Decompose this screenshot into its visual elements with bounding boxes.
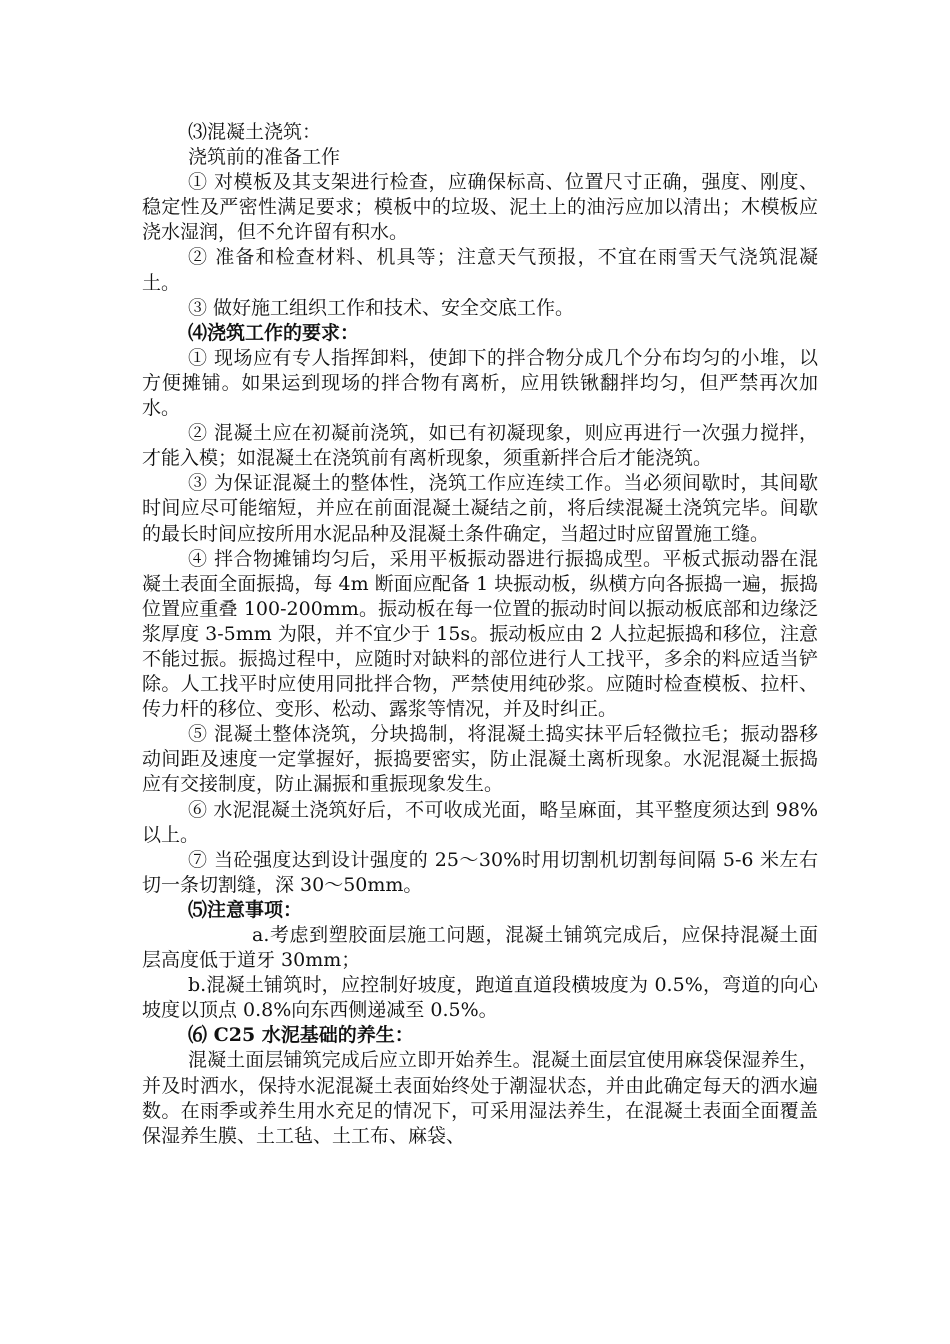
note-item-a: a.考虑到塑胶面层施工问题，混凝土铺筑完成后，应保持混凝土面层高度低于道牙 30mm； bbox=[142, 924, 818, 972]
pour-item-7: ⑦ 当砼强度达到设计强度的 25～30%时用切割机切割每间隔 5-6 米左右切一条切割缝，深 30～50mm。 bbox=[142, 848, 818, 896]
section-6-heading: ⑹ C25 水泥基础的养生： bbox=[188, 1024, 414, 1047]
prep-item-3: ③ 做好施工组织工作和技术、安全交底工作。 bbox=[188, 296, 575, 319]
pour-item-3: ③ 为保证混凝土的整体性，浇筑工作应连续工作。当必须间歇时，其间歇时间应尽可能缩短，并应在前面混凝土凝结之前，将后续混凝土浇筑完毕。间歇的最长时间应按所用水泥品种及混凝土条件确定，当超过时应留置施工缝。 bbox=[142, 472, 818, 545]
section-5-heading: ⑸注意事项： bbox=[188, 898, 303, 921]
curing-paragraph: 混凝土面层铺筑完成后应立即开始养生。混凝土面层宜使用麻袋保湿养生，并及时洒水，保持水泥混凝土表面始终处于潮湿状态，并由此确定每天的洒水遍数。在雨季或养生用水充足的情况下，可采用湿法养生，在混凝土表面全面覆盖保湿养生膜、土工毡、土工布、麻袋、 bbox=[142, 1049, 818, 1147]
section-3-heading: ⑶混凝土浇筑： bbox=[188, 121, 322, 143]
section-4-heading: ⑷浇筑工作的要求： bbox=[188, 321, 360, 344]
pour-item-1: ① 现场应有专人指挥卸料，使卸下的拌合物分成几个分布均匀的小堆，以方便摊铺。如果运到现场的拌合物有离析，应用铁锹翻拌均匀，但严禁再次加水。 bbox=[142, 346, 818, 420]
note-item-b: b.混凝土铺筑时，应控制好坡度，跑道直道段横坡度为 0.5%，弯道的向心坡度以顶点 0.8%向东西侧递减至 0.5%。 bbox=[142, 974, 818, 1022]
document-page bbox=[142, 120, 818, 1149]
prep-item-2: ② 准备和检查材料、机具等；注意天气预报，不宜在雨雪天气浇筑混凝土。 bbox=[142, 246, 818, 294]
pour-item-4: ④ 拌合物摊铺均匀后，采用平板振动器进行振捣成型。平板式振动器在混凝土表面全面振捣，每 4m 断面应配备 1 块振动板，纵横方向各振捣一遍，振捣位置应重叠 100-200mm。振动板在每一位置的振动时间以振动板底部和边缘泛浆厚度 3-5mm 为限，并不宜少于 15s。振动板应由 2 人拉起振捣和移位，注意不能过振。振捣过程中，应随时对缺料的部位进行人工找平，多余的料应适当铲除。人工找平时应使用同批拌合物，严禁使用纯砂浆。应随时检查模板、拉杆、传力杆的移位、变形、松动、露浆等情况，并及时纠正。 bbox=[142, 547, 818, 721]
prep-work-subtitle: 浇筑前的准备工作 bbox=[188, 146, 341, 169]
pour-item-6: ⑥ 水泥混凝土浇筑好后，不可收成光面，略呈麻面，其平整度须达到 98%以上。 bbox=[142, 798, 818, 846]
pour-item-2: ② 混凝土应在初凝前浇筑，如已有初凝现象，则应再进行一次强力搅拌，才能入模；如混凝土在浇筑前有离析现象，须重新拌合后才能浇筑。 bbox=[142, 422, 818, 470]
prep-item-1: ① 对模板及其支架进行检查，应确保标高、位置尺寸正确，强度、刚度、稳定性及严密性满足要求；模板中的垃圾、泥土上的油污应加以清出；木模板应浇水湿润，但不允许留有积水。 bbox=[142, 171, 818, 244]
pour-item-5: ⑤ 混凝土整体浇筑，分块捣制，将混凝土捣实抹平后轻微拉毛；振动器移动间距及速度一定掌握好，振捣要密实，防止混凝土离析现象。水泥混凝土振捣应有交接制度，防止漏振和重振现象发生。 bbox=[142, 723, 818, 796]
